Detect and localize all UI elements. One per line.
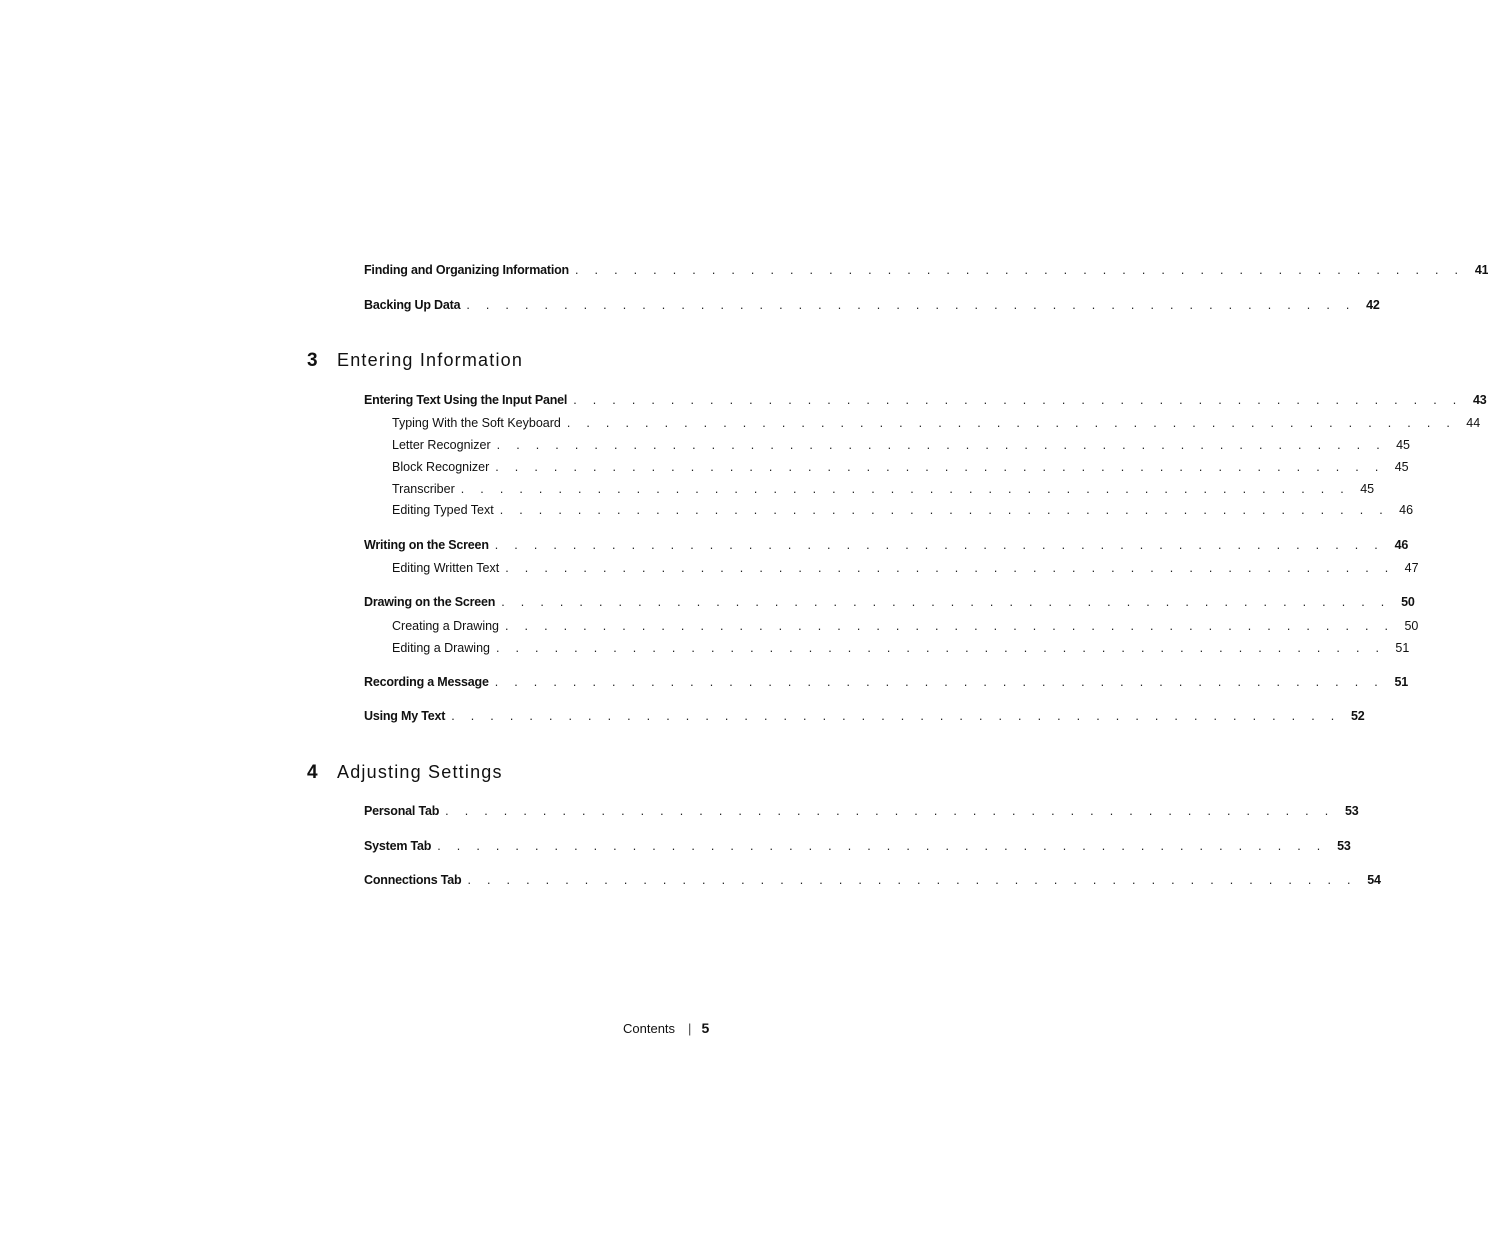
toc-entry-title: Personal Tab	[364, 804, 440, 818]
toc-entry-page: 50	[1404, 619, 1419, 633]
toc-entry-title: Editing Written Text	[392, 561, 500, 575]
toc-entry[interactable]	[364, 838, 1351, 854]
chapter-heading	[307, 762, 503, 784]
toc-entry[interactable]	[364, 537, 1409, 553]
toc-subentry[interactable]	[392, 459, 1409, 475]
dot-leader: . . . . . . . . . . . . . . . . . . . . . . . . . . . . . . . . . . . . . . . . . . . . . .	[460, 482, 1351, 496]
footer-label: Contents	[623, 1021, 676, 1036]
toc-entry-title: Creating a Drawing	[392, 619, 499, 633]
toc-entry-page: 44	[1466, 416, 1481, 430]
toc-entry-title: Using My Text	[364, 709, 446, 723]
toc-entry-title: Typing With the Soft Keyboard	[392, 416, 561, 430]
toc-entry-page: 45	[1396, 438, 1411, 452]
toc-entry-page: 53	[1345, 804, 1359, 818]
toc-entry-title: Entering Text Using the Input Panel	[364, 393, 568, 407]
chapter-title: Entering Information	[337, 350, 524, 370]
dot-leader: . . . . . . . . . . . . . . . . . . . . . . . . . . . . . . . . . . . . . . . . . . . . . .	[494, 538, 1385, 552]
toc-entry-page: 52	[1351, 709, 1365, 723]
chapter-heading	[307, 350, 523, 372]
toc-entry-title: Letter Recognizer	[392, 438, 491, 452]
toc-entry-page: 45	[1360, 482, 1375, 496]
toc-subentry[interactable]	[392, 618, 1419, 634]
toc-entry-title: Transcriber	[392, 482, 455, 496]
toc-entry[interactable]	[364, 594, 1415, 610]
toc-entry-title: Recording a Message	[364, 675, 489, 689]
page-number: 5	[701, 1020, 710, 1036]
dot-leader: . . . . . . . . . . . . . . . . . . . . . . . . . . . . . . . . . . . . . . . . . . . . . .	[505, 619, 1395, 633]
toc-entry-title: Finding and Organizing Information	[364, 263, 569, 277]
toc-entry-page: 43	[1473, 393, 1487, 407]
dot-leader: . . . . . . . . . . . . . . . . . . . . . . . . . . . . . . . . . . . . . . . . . . . . . .	[573, 393, 1463, 407]
page-footer	[623, 1020, 709, 1036]
toc-entry-page: 45	[1394, 460, 1409, 474]
toc-entry-page: 51	[1395, 641, 1410, 655]
dot-leader: . . . . . . . . . . . . . . . . . . . . . . . . . . . . . . . . . . . . . . . . . . . . . .	[467, 873, 1357, 887]
toc-subentry[interactable]	[392, 502, 1414, 518]
dot-leader: . . . . . . . . . . . . . . . . . . . . . . . . . . . . . . . . . . . . . . . . . . . . . .	[437, 839, 1327, 853]
toc-entry-page: 53	[1337, 839, 1351, 853]
dot-leader: . . . . . . . . . . . . . . . . . . . . . . . . . . . . . . . . . . . . . . . . . . . . . .	[451, 709, 1341, 723]
dot-leader: . . . . . . . . . . . . . . . . . . . . . . . . . . . . . . . . . . . . . . . . . . . . . .	[495, 460, 1385, 474]
toc-entry[interactable]	[364, 872, 1381, 888]
dot-leader: . . . . . . . . . . . . . . . . . . . . . . . . . . . . . . . . . . . . . . . . . . . . . .	[499, 503, 1390, 517]
toc-entry-title: Block Recognizer	[392, 460, 490, 474]
toc-subentry[interactable]	[392, 640, 1410, 656]
toc-entry-page: 50	[1401, 595, 1415, 609]
toc-entry-page: 41	[1474, 263, 1488, 277]
toc-entry-page: 51	[1394, 675, 1409, 689]
chapter-number: 3	[307, 350, 318, 371]
toc-entry-page: 46	[1394, 538, 1409, 552]
toc-subentry[interactable]	[392, 481, 1375, 497]
toc-subentry[interactable]	[392, 560, 1419, 576]
toc-entry[interactable]	[364, 708, 1365, 724]
toc-entry-page: 54	[1367, 873, 1381, 887]
toc-entry[interactable]	[364, 674, 1409, 690]
toc-entry[interactable]	[364, 262, 1488, 278]
toc-entry-page: 47	[1404, 561, 1419, 575]
toc-entry-title: Backing Up Data	[364, 298, 461, 312]
dot-leader: . . . . . . . . . . . . . . . . . . . . . . . . . . . . . . . . . . . . . . . . . . . . . .	[496, 438, 1387, 452]
chapter-title: Adjusting Settings	[337, 762, 503, 782]
toc-entry-title: Drawing on the Screen	[364, 595, 496, 609]
toc-subentry[interactable]	[392, 415, 1481, 431]
dot-leader: . . . . . . . . . . . . . . . . . . . . . . . . . . . . . . . . . . . . . . . . . . . . . .	[494, 675, 1385, 689]
dot-leader: . . . . . . . . . . . . . . . . . . . . . . . . . . . . . . . . . . . . . . . . . . . . . .	[495, 641, 1386, 655]
chapter-number: 4	[307, 762, 318, 783]
toc-entry-title: Connections Tab	[364, 873, 462, 887]
toc-entry-page: 46	[1399, 503, 1414, 517]
footer-separator: |	[688, 1021, 692, 1036]
dot-leader: . . . . . . . . . . . . . . . . . . . . . . . . . . . . . . . . . . . . . . . . . . . . . .	[566, 416, 1457, 430]
toc-entry[interactable]	[364, 803, 1359, 819]
dot-leader: . . . . . . . . . . . . . . . . . . . . . . . . . . . . . . . . . . . . . . . . . . . . . .	[466, 298, 1356, 312]
dot-leader: . . . . . . . . . . . . . . . . . . . . . . . . . . . . . . . . . . . . . . . . . . . . . .	[575, 263, 1465, 277]
toc-entry[interactable]	[364, 392, 1487, 408]
toc-entry-title: Editing Typed Text	[392, 503, 494, 517]
toc-entry[interactable]	[364, 297, 1380, 313]
toc-entry-title: Editing a Drawing	[392, 641, 490, 655]
toc-entry-page: 42	[1366, 298, 1380, 312]
dot-leader: . . . . . . . . . . . . . . . . . . . . . . . . . . . . . . . . . . . . . . . . . . . . . .	[505, 561, 1395, 575]
toc-entry-title: System Tab	[364, 839, 432, 853]
dot-leader: . . . . . . . . . . . . . . . . . . . . . . . . . . . . . . . . . . . . . . . . . . . . . .	[445, 804, 1335, 818]
dot-leader: . . . . . . . . . . . . . . . . . . . . . . . . . . . . . . . . . . . . . . . . . . . . . .	[501, 595, 1391, 609]
toc-entry-title: Writing on the Screen	[364, 538, 489, 552]
toc-subentry[interactable]	[392, 437, 1411, 453]
